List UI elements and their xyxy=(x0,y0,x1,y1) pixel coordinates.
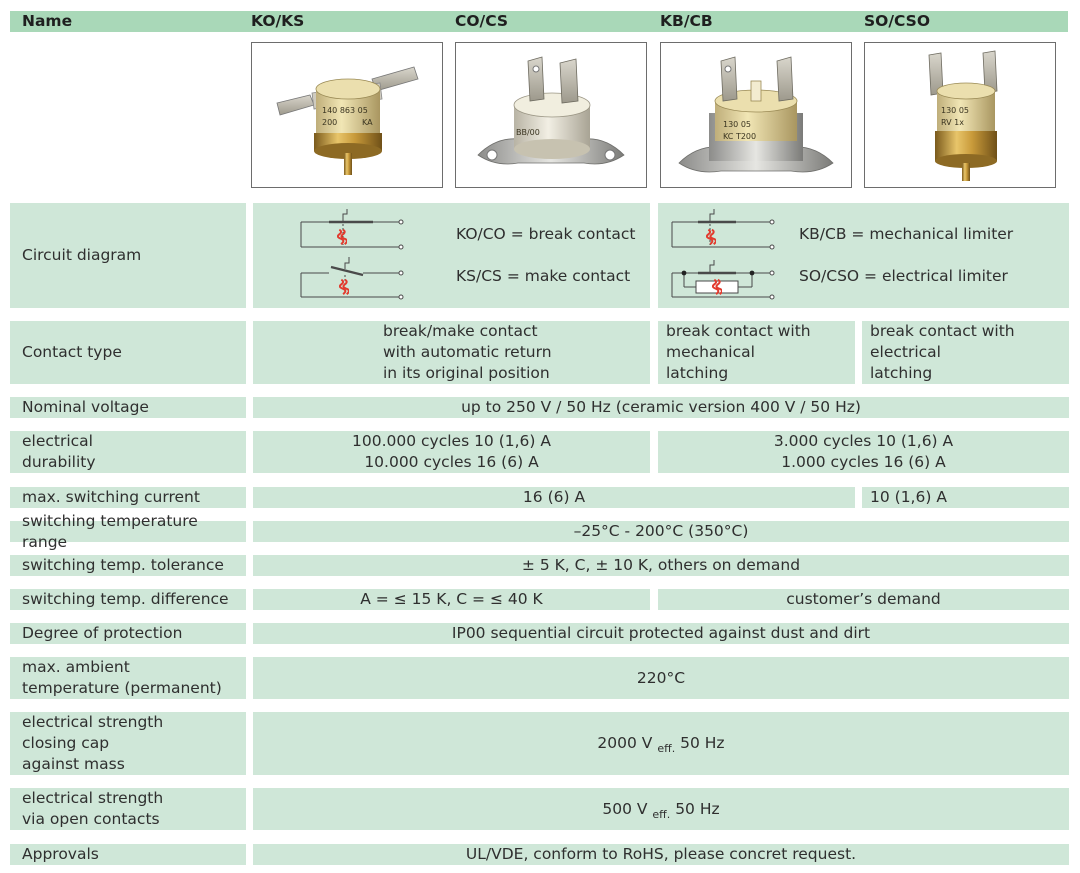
value-difference-a-text: A = ≤ 15 K, C = ≤ 40 K xyxy=(360,590,543,608)
label-switching-temp-tolerance xyxy=(10,555,246,576)
table-header xyxy=(10,11,1068,32)
label-difference-text: switching temp. difference xyxy=(22,590,229,608)
label-durability-line2: durability xyxy=(22,453,96,471)
durability-b-line2: 1.000 cycles 16 (6) A xyxy=(781,453,946,471)
label-strength-cap-line2: closing cap xyxy=(22,734,110,752)
label-strength-cap-line3: against mass xyxy=(22,755,125,773)
label-strength-open-line2: via open contacts xyxy=(22,810,160,828)
label-protection-text: Degree of protection xyxy=(22,624,183,642)
strength-open-eff: eff. xyxy=(652,807,671,821)
strength-cap-frequency: 50 Hz xyxy=(680,734,725,752)
circuit-limiters xyxy=(658,203,1069,308)
contact-type-mechanical xyxy=(658,321,855,384)
value-nominal-voltage-text: up to 250 V / 50 Hz (ceramic version 400 V / 50 Hz) xyxy=(461,398,861,416)
durability-a-line1: 100.000 cycles 10 (1,6) A xyxy=(351,432,551,450)
label-circuit-diagram-text: Circuit diagram xyxy=(22,246,142,264)
value-degree-of-protection xyxy=(253,623,1069,644)
contact-a-line1: break/make contact xyxy=(383,322,538,340)
header-co-cs: CO/CS xyxy=(455,12,509,30)
value-difference-a xyxy=(253,589,650,610)
durability-b-line1: 3.000 cycles 10 (1,6) A xyxy=(773,432,954,450)
label-switching-temperature-range xyxy=(10,511,246,551)
circuit-diagram-ko-ks xyxy=(293,205,413,305)
photo-co-cs xyxy=(455,42,647,188)
label-ambient-line1: max. ambient xyxy=(22,658,130,676)
circuit-break-make xyxy=(253,203,650,308)
label-max-switching-current-text: max. switching current xyxy=(22,488,200,506)
label-tolerance-text: switching temp. tolerance xyxy=(22,556,224,574)
value-difference-b-text: customer’s demand xyxy=(786,590,941,608)
value-durability-a xyxy=(253,431,650,473)
value-nominal-voltage xyxy=(253,397,1069,418)
photo-ko-ks xyxy=(251,42,443,188)
contact-type-break-make xyxy=(253,321,650,384)
header-so-cso: SO/CSO xyxy=(864,12,931,30)
label-strength-open-line1: electrical strength xyxy=(22,789,164,807)
label-max-ambient-temperature xyxy=(10,657,246,699)
label-degree-of-protection xyxy=(10,623,246,644)
value-current-a-text: 16 (6) A xyxy=(522,488,586,506)
text-kb-cb-mechanical: KB/CB = mechanical limiter xyxy=(799,225,1014,243)
value-electrical-strength-open xyxy=(253,788,1069,830)
marking-co-1: BB/00 xyxy=(516,128,540,137)
marking-ko-2: 200 xyxy=(322,118,338,127)
photo-kb-cb xyxy=(660,42,852,188)
label-temp-range-text: switching temperature range xyxy=(22,511,198,551)
label-electrical-durability xyxy=(10,431,246,473)
label-nominal-voltage-text: Nominal voltage xyxy=(22,398,149,416)
value-current-b xyxy=(862,487,1069,508)
value-ambient-text: 220°C xyxy=(636,668,686,687)
value-tolerance-text: ± 5 K, C, ± 10 K, others on demand xyxy=(521,556,801,574)
marking-so-1: 130 05 xyxy=(941,106,969,115)
label-electrical-strength-cap xyxy=(10,712,246,775)
durability-a-line2: 10.000 cycles 16 (6) A xyxy=(364,453,539,471)
contact-c-line3: latching xyxy=(870,364,933,382)
value-approvals xyxy=(253,844,1069,865)
contact-b-line3: latching xyxy=(666,364,729,382)
label-nominal-voltage xyxy=(10,397,246,418)
marking-ko-1: 140 863 05 xyxy=(322,106,368,115)
contact-type-electrical xyxy=(862,321,1069,384)
contact-b-line1: break contact with xyxy=(666,322,811,340)
contact-b-line2: mechanical xyxy=(666,343,755,361)
contact-a-line3: in its original position xyxy=(383,364,550,382)
value-max-ambient-temperature xyxy=(253,657,1069,699)
marking-ko-3: KA xyxy=(362,118,373,127)
text-ks-cs-make: KS/CS = make contact xyxy=(456,267,631,285)
header-ko-ks: KO/KS xyxy=(251,12,305,30)
marking-so-2: RV 1x xyxy=(941,118,964,127)
photo-so-cso xyxy=(864,42,1056,188)
value-temp-range-text: –25°C - 200°C (350°C) xyxy=(573,522,749,540)
value-approvals-text: UL/VDE, conform to RoHS, please concret request. xyxy=(465,845,857,863)
label-durability-line1: electrical xyxy=(22,432,93,450)
value-temp-tolerance xyxy=(253,555,1069,576)
label-approvals-text: Approvals xyxy=(22,845,99,863)
value-temperature-range xyxy=(253,521,1069,542)
header-name: Name xyxy=(22,12,73,30)
label-contact-type-text: Contact type xyxy=(22,343,122,361)
value-protection-text: IP00 sequential circuit protected against dust and dirt xyxy=(451,624,871,642)
marking-kb-2: KC T200 xyxy=(723,132,757,141)
label-electrical-strength-open xyxy=(10,788,246,830)
strength-open-frequency: 50 Hz xyxy=(675,799,720,818)
circuit-diagram-kb-so xyxy=(666,205,786,305)
contact-c-line1: break contact with xyxy=(870,322,1015,340)
contact-a-line2: with automatic return xyxy=(383,343,552,361)
text-ko-co-break: KO/CO = break contact xyxy=(456,225,636,243)
label-ambient-line2: temperature (permanent) xyxy=(22,679,222,697)
label-circuit-diagram xyxy=(10,203,246,308)
header-kb-cb: KB/CB xyxy=(660,12,713,30)
value-electrical-strength-cap xyxy=(253,712,1069,775)
contact-c-line2: electrical xyxy=(870,343,941,361)
text-so-cso-electrical: SO/CSO = electrical limiter xyxy=(799,267,1008,285)
strength-cap-eff: eff. xyxy=(657,742,676,755)
value-durability-b xyxy=(658,431,1069,473)
strength-cap-voltage: 2000 V xyxy=(597,734,653,752)
label-strength-cap-line1: electrical strength xyxy=(22,713,164,731)
value-current-b-text: 10 (1,6) A xyxy=(870,488,947,506)
label-contact-type xyxy=(10,321,246,384)
label-max-switching-current xyxy=(10,487,246,508)
value-difference-b xyxy=(658,589,1069,610)
strength-open-voltage: 500 V xyxy=(602,799,648,818)
label-approvals xyxy=(10,844,246,865)
label-switching-temp-difference xyxy=(10,589,246,610)
value-current-a xyxy=(253,487,855,508)
marking-kb-1: 130 05 xyxy=(723,120,751,129)
